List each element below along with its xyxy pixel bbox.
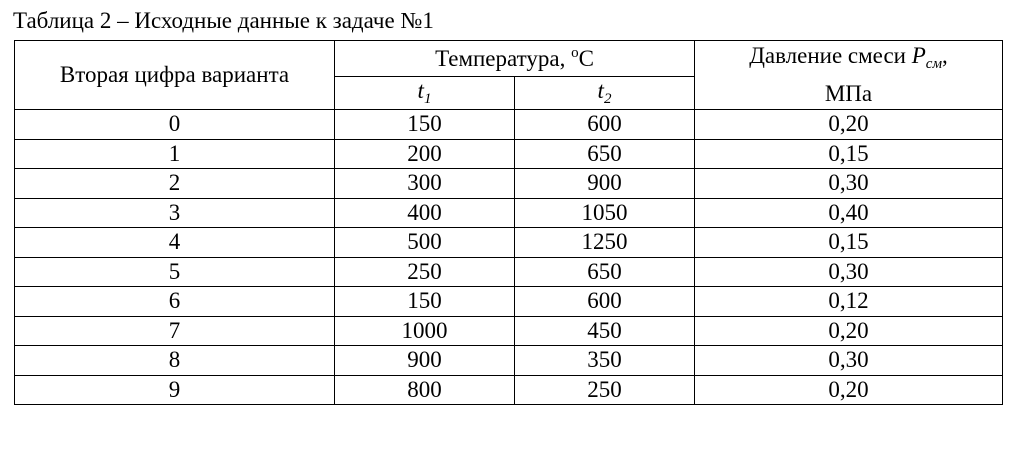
cell-t2: 1250 xyxy=(515,228,695,258)
cell-t2: 600 xyxy=(515,287,695,317)
cell-t2: 1050 xyxy=(515,198,695,228)
cell-variant: 8 xyxy=(15,346,335,376)
pressure-symbol: P xyxy=(911,43,926,68)
header-pressure xyxy=(695,41,1003,110)
cell-t1: 500 xyxy=(335,228,515,258)
cell-pressure: 0,40 xyxy=(695,198,1003,228)
cell-pressure: 0,30 xyxy=(695,169,1003,199)
table-row xyxy=(15,169,1003,199)
cell-pressure: 0,15 xyxy=(695,139,1003,169)
table-row xyxy=(15,287,1003,317)
cell-t1: 200 xyxy=(335,139,515,169)
degree-mark: o xyxy=(571,44,579,61)
cell-t1: 1000 xyxy=(335,316,515,346)
cell-variant: 4 xyxy=(15,228,335,258)
cell-t2: 250 xyxy=(515,375,695,405)
cell-t1: 150 xyxy=(335,110,515,140)
cell-t2: 650 xyxy=(515,257,695,287)
cell-variant: 2 xyxy=(15,169,335,199)
t2-index: 2 xyxy=(603,90,612,107)
pressure-label: Давление смеси xyxy=(749,43,906,68)
cell-t2: 900 xyxy=(515,169,695,199)
table-row xyxy=(15,139,1003,169)
cell-variant: 0 xyxy=(15,110,335,140)
pressure-unit: МПа xyxy=(824,81,873,106)
t2-symbol: t xyxy=(597,77,604,103)
pressure-comma: , xyxy=(942,43,948,68)
table-caption: Таблица 2 – Исходные данные к задаче №1 xyxy=(13,8,434,33)
t1-index: 1 xyxy=(423,90,432,107)
cell-t1: 800 xyxy=(335,375,515,405)
cell-pressure: 0,20 xyxy=(695,375,1003,405)
pressure-index: см xyxy=(925,56,943,72)
header-t2 xyxy=(515,76,695,109)
table-row xyxy=(15,198,1003,228)
cell-pressure: 0,12 xyxy=(695,287,1003,317)
cell-variant: 6 xyxy=(15,287,335,317)
cell-variant: 7 xyxy=(15,316,335,346)
cell-t2: 650 xyxy=(515,139,695,169)
header-temperature-label: Температура, xyxy=(435,45,566,71)
header-variant: Вторая цифра варианта xyxy=(15,41,335,110)
table-row xyxy=(15,228,1003,258)
cell-pressure: 0,30 xyxy=(695,346,1003,376)
initial-data-table xyxy=(14,40,1003,405)
table-row xyxy=(15,110,1003,140)
cell-t2: 600 xyxy=(515,110,695,140)
cell-pressure: 0,15 xyxy=(695,228,1003,258)
table-row xyxy=(15,316,1003,346)
table-header-row xyxy=(15,41,1003,77)
table-row xyxy=(15,257,1003,287)
t1-symbol: t xyxy=(417,77,424,103)
cell-t1: 300 xyxy=(335,169,515,199)
header-pressure-line1 xyxy=(695,41,1002,79)
table-row xyxy=(15,346,1003,376)
cell-pressure: 0,20 xyxy=(695,316,1003,346)
cell-t1: 400 xyxy=(335,198,515,228)
table-row xyxy=(15,375,1003,405)
header-t1 xyxy=(335,76,515,109)
cell-variant: 3 xyxy=(15,198,335,228)
cell-pressure: 0,30 xyxy=(695,257,1003,287)
cell-t1: 250 xyxy=(335,257,515,287)
temperature-unit: С xyxy=(578,45,594,71)
cell-t1: 150 xyxy=(335,287,515,317)
cell-variant: 1 xyxy=(15,139,335,169)
cell-t2: 350 xyxy=(515,346,695,376)
cell-t1: 900 xyxy=(335,346,515,376)
cell-pressure: 0,20 xyxy=(695,110,1003,140)
cell-t2: 450 xyxy=(515,316,695,346)
header-temperature xyxy=(335,41,695,77)
cell-variant: 9 xyxy=(15,375,335,405)
cell-variant: 5 xyxy=(15,257,335,287)
